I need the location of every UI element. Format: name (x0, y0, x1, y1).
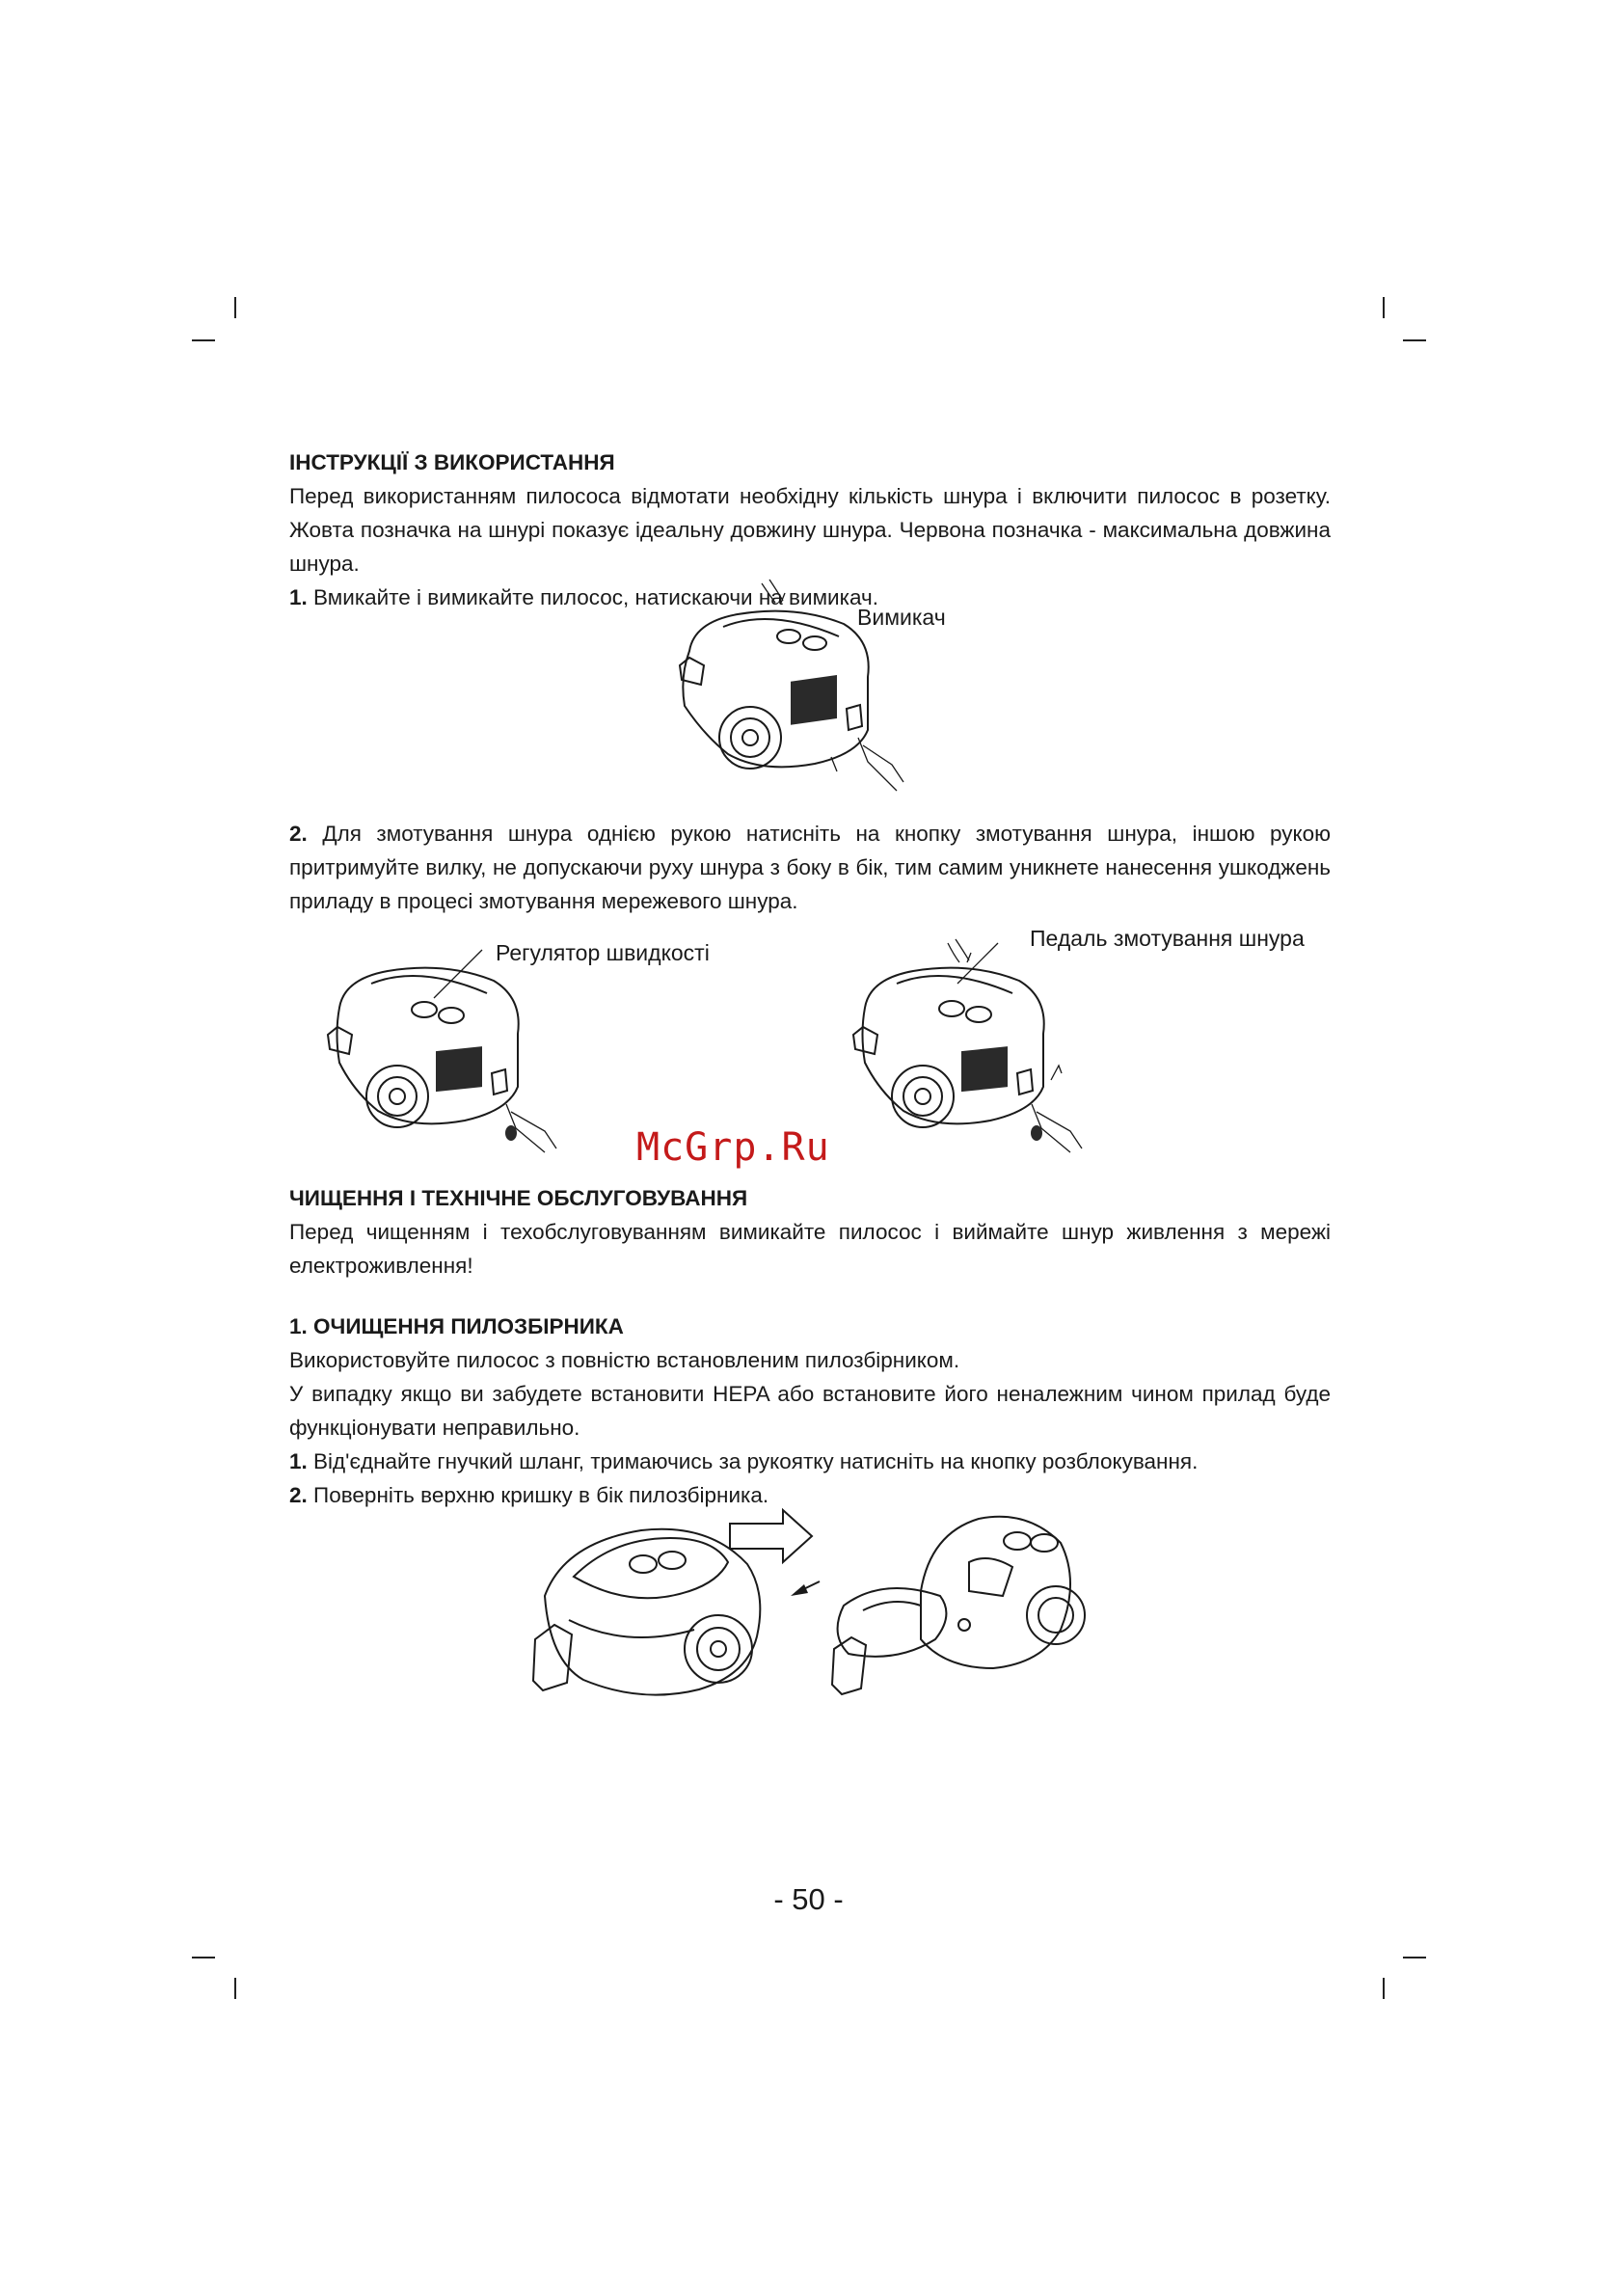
section-cleaning (289, 1181, 1331, 1283)
step-number: 2. (289, 822, 308, 846)
figure-open-lid (516, 1504, 1114, 1726)
section-dust-container (289, 1310, 1331, 1512)
label-cord-rewind-pedal: Педаль змотування шнура (1030, 926, 1305, 951)
page-number: - 50 - (773, 1882, 844, 1916)
section-usage-intro: Перед використанням пилососа відмотати необхідну кількість шнура і включити пилосос в розетку. Жовта позначка на шнурі показує ідеальну довжину шнура. Червона позначка - максимальна довжина шнура. (289, 484, 1331, 576)
label-power-switch: Вимикач (857, 605, 946, 630)
crop-mark (1403, 339, 1426, 341)
section-cleaning-title: ЧИЩЕННЯ І ТЕХНІЧНЕ ОБСЛУГОВУВАННЯ (289, 1186, 748, 1210)
section-usage-title: ІНСТРУКЦІЇ З ВИКОРИСТАННЯ (289, 450, 615, 474)
step-text: Вмикайте і вимикайте пилосос, натискаючи на вимикач. (313, 585, 878, 609)
step-number: 1. (289, 585, 308, 609)
crop-mark (234, 297, 236, 318)
label-speed-regulator: Регулятор швидкості (496, 940, 710, 965)
watermark: McGrp.Ru (636, 1125, 830, 1170)
crop-mark (1383, 297, 1385, 318)
step-number: 1. (289, 1449, 308, 1473)
dust-container-line-2: У випадку якщо ви забудете встановити HEPA або встановите його неналежним чином прилад буде функціонувати неправильно. (289, 1382, 1331, 1440)
section-cleaning-text: Перед чищенням і техобслуговуванням вимикайте пилосос і виймайте шнур живлення з мережі електроживлення! (289, 1220, 1331, 1278)
step-text: Від'єднайте гнучкий шланг, тримаючись за рукоятку натисніть на кнопку розблокування. (313, 1449, 1199, 1473)
step-text: Для змотування шнура однією рукою натисніть на кнопку змотування шнура, іншою рукою притримуйте вилку, не допускаючи руху шнура з боку в бік, тим самим уникнете нанесення ушкоджень приладу в процесі змотування мережевого шнура. (289, 822, 1331, 913)
step-text: Поверніть верхню кришку в бік пилозбірника. (313, 1483, 769, 1507)
section-dust-container-title: 1. ОЧИЩЕННЯ ПИЛОЗБІРНИКА (289, 1314, 624, 1338)
dust-container-line-1: Використовуйте пилосос з повністю встановленим пилозбірником. (289, 1348, 960, 1372)
figure-cord-rewind-pedal (844, 935, 1094, 1172)
crop-mark (1403, 1957, 1426, 1958)
crop-mark (1383, 1978, 1385, 1999)
crop-mark (234, 1978, 236, 1999)
usage-step-2 (289, 817, 1331, 918)
step-number: 2. (289, 1483, 308, 1507)
dust-container-step-1 (289, 1445, 1331, 1478)
crop-mark (192, 339, 215, 341)
figure-speed-regulator (318, 940, 569, 1172)
crop-mark (192, 1957, 215, 1958)
